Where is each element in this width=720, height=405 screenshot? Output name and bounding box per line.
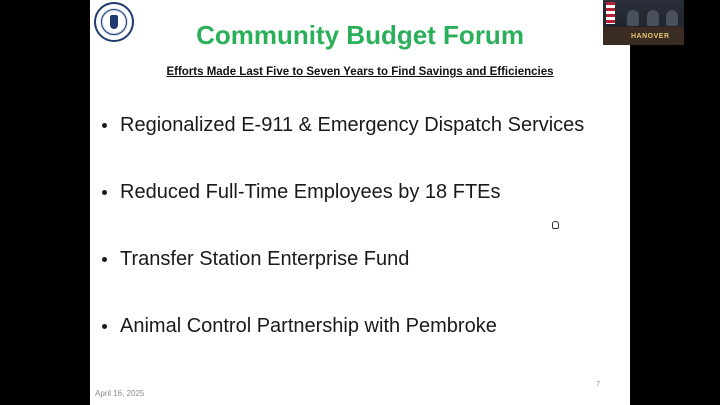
slide-subtitle: Efforts Made Last Five to Seven Years to Find Savings and Efficiencies — [166, 66, 554, 78]
person-figure — [647, 10, 659, 26]
bullet-text: Reduced Full-Time Employees by 18 FTEs — [120, 181, 501, 203]
presentation-slide — [90, 0, 630, 405]
person-figure — [666, 10, 678, 26]
bullet-dot-icon — [102, 257, 107, 262]
letterbox-left — [0, 0, 90, 405]
bullet-dot-icon — [102, 324, 107, 329]
bullet-dot-icon — [102, 190, 107, 195]
hand-cursor-icon — [552, 221, 559, 229]
bullet-item — [102, 310, 622, 377]
slide-date: April 16, 2025 — [95, 389, 145, 398]
flag-icon — [606, 2, 615, 24]
bullet-dot-icon — [102, 123, 107, 128]
bullet-text: Animal Control Partnership with Pembroke — [120, 315, 497, 337]
bullet-text: Transfer Station Enterprise Fund — [120, 248, 410, 270]
slide-page-number: 7 — [596, 381, 600, 388]
slide-title: Community Budget Forum — [196, 20, 524, 50]
bullet-item — [102, 109, 622, 176]
meeting-video-thumbnail[interactable] — [603, 0, 684, 45]
letterbox-right — [630, 0, 720, 405]
bullet-item — [102, 243, 622, 310]
bullet-list — [102, 109, 622, 377]
bullet-text: Regionalized E-911 & Emergency Dispatch Services — [120, 114, 585, 136]
person-figure — [627, 10, 639, 26]
nameplate: HANOVER — [631, 33, 670, 40]
bullet-item — [102, 176, 622, 243]
